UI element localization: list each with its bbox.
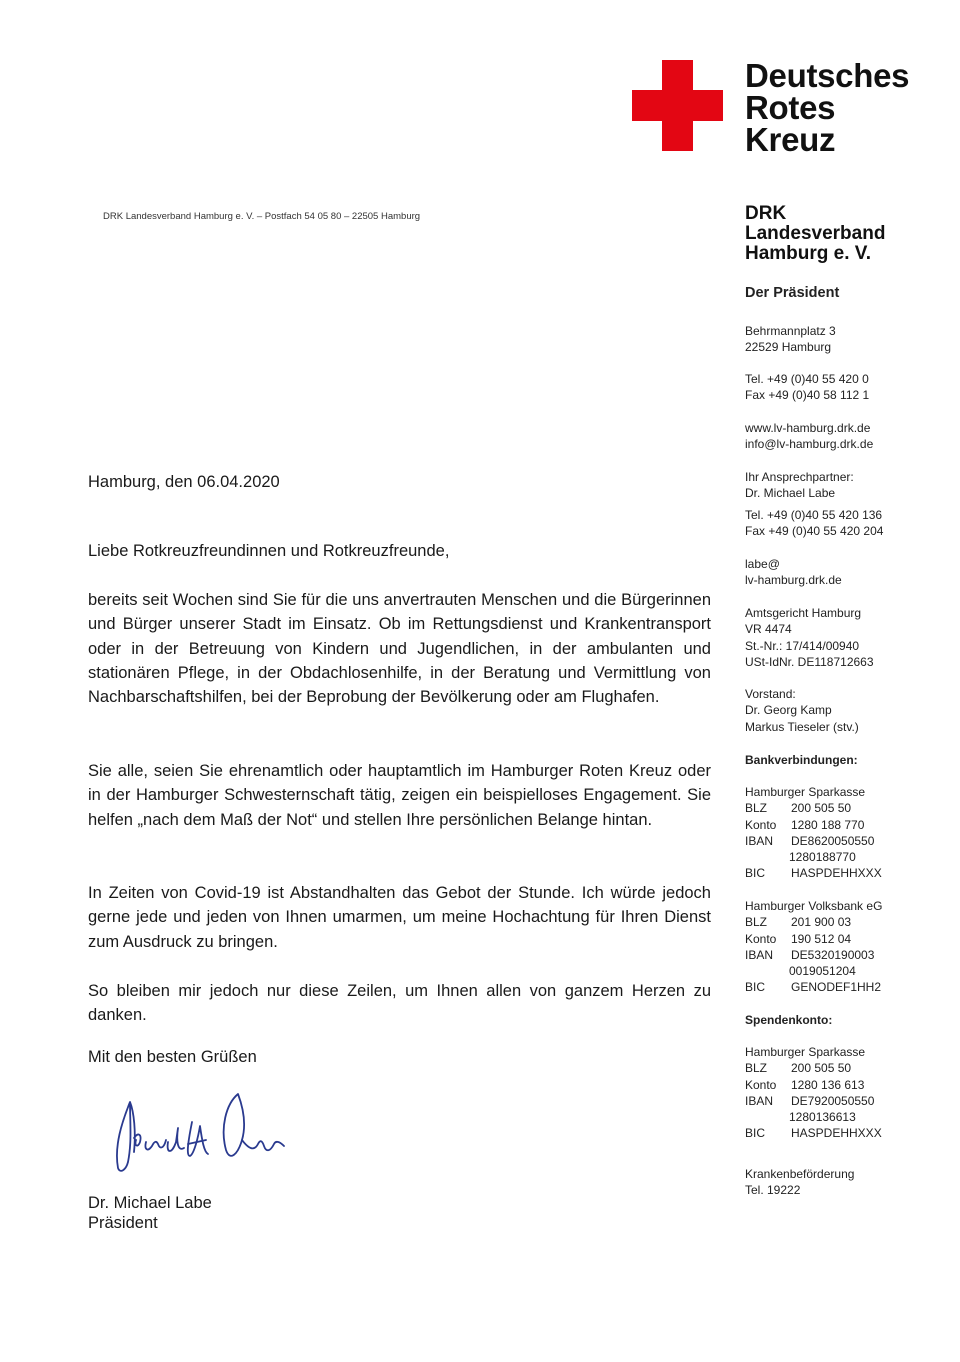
sender-line: DRK Landesverband Hamburg e. V. – Postfach 54 05 80 – 22505 Hamburg <box>103 211 421 222</box>
signer-block <box>88 1191 711 1236</box>
contact-phone-block <box>745 507 883 540</box>
blz-value: 201 900 03 <box>791 915 852 930</box>
paragraph-text: So bleiben mir jedoch nur diese Zeilen, um Ihnen allen von ganzem Herzen zu danken. <box>88 982 711 1025</box>
address-line: 22529 Hamburg <box>745 340 832 355</box>
red-cross-icon <box>632 60 723 151</box>
address-line: Behrmannplatz 3 <box>745 324 836 338</box>
konto-value: 190 512 04 <box>791 931 852 946</box>
brand-line: Rotes <box>745 89 836 126</box>
brand-wordmark <box>745 57 910 158</box>
phone-line: Tel. +49 (0)40 55 420 0 <box>745 372 869 386</box>
konto-value: 1280 136 613 <box>791 1077 865 1092</box>
iban-value-cont: 1280136613 <box>789 1110 856 1125</box>
konto-label: Konto <box>745 817 777 832</box>
iban-value: DE8620050550 <box>791 833 875 848</box>
bic-label: BIC <box>745 980 766 995</box>
letter-date: Hamburg, den 06.04.2020 <box>88 473 280 491</box>
contact-label: Ihr Ansprechpartner: <box>745 470 854 484</box>
bank-account-1 <box>745 784 882 882</box>
court-line: St.-Nr.: 17/414/00940 <box>745 638 860 653</box>
bic-value: GENODEF1HH2 <box>791 980 882 995</box>
fax-line: Fax +49 (0)40 58 112 1 <box>745 388 870 403</box>
blz-value: 200 505 50 <box>791 1061 852 1076</box>
letter-paragraph-1 <box>88 588 711 709</box>
signer-title: Präsident <box>88 1214 158 1233</box>
org-line: DRK <box>745 203 787 224</box>
contact-fax: Fax +49 (0)40 55 420 204 <box>745 524 884 539</box>
blz-value: 200 505 50 <box>791 801 852 816</box>
sender-position: Der Präsident <box>745 285 840 301</box>
contact-name: Dr. Michael Labe <box>745 486 836 501</box>
court-block <box>745 605 874 670</box>
letter-paragraph-4 <box>88 979 711 1028</box>
transport-label: Krankenbeförderung <box>745 1167 855 1181</box>
brand-line: Kreuz <box>745 121 836 158</box>
bic-value: HASPDEHHXXX <box>791 866 882 881</box>
transport-phone: Tel. 19222 <box>745 1183 801 1198</box>
transport-block <box>745 1166 854 1199</box>
board-block <box>745 686 859 735</box>
bank-heading: Bankverbindungen: <box>745 753 858 767</box>
org-line: Hamburg e. V. <box>745 243 872 264</box>
bank-account-3 <box>745 1044 882 1142</box>
iban-label: IBAN <box>745 1093 774 1108</box>
address-block <box>745 323 836 356</box>
court-line: VR 4474 <box>745 622 792 637</box>
signer-name: Dr. Michael Labe <box>88 1194 212 1212</box>
contact-email-block <box>745 556 842 589</box>
iban-label: IBAN <box>745 947 774 962</box>
bank-name: Hamburger Sparkasse <box>745 785 866 799</box>
email-line: labe@ <box>745 557 780 571</box>
court-line: USt-IdNr. DE118712663 <box>745 654 874 669</box>
letter-paragraph-2 <box>88 759 711 832</box>
board-label: Vorstand: <box>745 687 796 701</box>
court-line: Amtsgericht Hamburg <box>745 606 862 620</box>
blz-label: BLZ <box>745 1061 768 1076</box>
bic-label: BIC <box>745 866 766 881</box>
web-block <box>745 420 873 453</box>
konto-label: Konto <box>745 1077 777 1092</box>
handwritten-signature <box>108 1082 298 1178</box>
board-member: Dr. Georg Kamp <box>745 703 832 718</box>
website-link: www.lv-hamburg.drk.de <box>745 421 871 435</box>
konto-value: 1280 188 770 <box>791 817 865 832</box>
bic-label: BIC <box>745 1126 766 1141</box>
bank-name: Hamburger Volksbank eG <box>745 899 883 913</box>
donation-heading: Spendenkonto: <box>745 1013 833 1027</box>
blz-label: BLZ <box>745 915 768 930</box>
organization-name <box>745 204 885 264</box>
iban-value: DE5320190003 <box>791 947 875 962</box>
phone-block <box>745 371 869 404</box>
paragraph-text: bereits seit Wochen sind Sie für die uns anvertrauten Menschen und die Bürgerinnen und Bürger unserer Stadt im Einsatz. Ob im Rettungsdienst und Krankentransport oder in der Betreuung von Kindern und Jugendlichen, in der ambulanten und stationären Pflege, in der Obdachlosenhilfe, in der Beratung und Vermittlung von Nachbarschaftshilfen, bei der Beprobung der Bevölkerung oder am Flughafen. <box>88 591 711 707</box>
bic-value: HASPDEHHXXX <box>791 1126 882 1141</box>
letter-closing: Mit den besten Grüßen <box>88 1048 257 1066</box>
org-line: Landesverband <box>745 223 886 244</box>
konto-label: Konto <box>745 931 777 946</box>
paragraph-text: Sie alle, seien Sie ehrenamtlich oder hauptamtlich im Hamburger Roten Kreuz oder in der Hamburger Schwesternschaft tätig, zeigen ein beispielloses Engagement. Sie helfen „nach dem Maß der Not“ und stellen Ihre persönlichen Belange hintan. <box>88 762 711 829</box>
letter-paragraph-3 <box>88 881 711 954</box>
bank-account-2 <box>745 898 882 996</box>
bank-name: Hamburger Sparkasse <box>745 1045 866 1059</box>
board-member: Markus Tieseler (stv.) <box>745 719 859 734</box>
iban-value-cont: 0019051204 <box>789 964 856 979</box>
blz-label: BLZ <box>745 801 768 816</box>
email-link: info@lv-hamburg.drk.de <box>745 437 874 452</box>
contact-block <box>745 469 854 502</box>
contact-phone: Tel. +49 (0)40 55 420 136 <box>745 508 883 522</box>
letter-salutation: Liebe Rotkreuzfreundinnen und Rotkreuzfreunde, <box>88 542 450 560</box>
iban-value: DE7920050550 <box>791 1093 875 1108</box>
email-line: lv-hamburg.drk.de <box>745 573 842 588</box>
brand-line: Deutsches <box>745 57 910 94</box>
iban-label: IBAN <box>745 833 774 848</box>
paragraph-text: In Zeiten von Covid-19 ist Abstandhalten das Gebot der Stunde. Ich würde jedoch gerne jede und jeden von Ihnen umarmen, um meine Hochachtung für Ihren Dienst zum Ausdruck zu bringen. <box>88 884 711 951</box>
drk-logo <box>632 57 932 160</box>
iban-value-cont: 1280188770 <box>789 850 856 865</box>
